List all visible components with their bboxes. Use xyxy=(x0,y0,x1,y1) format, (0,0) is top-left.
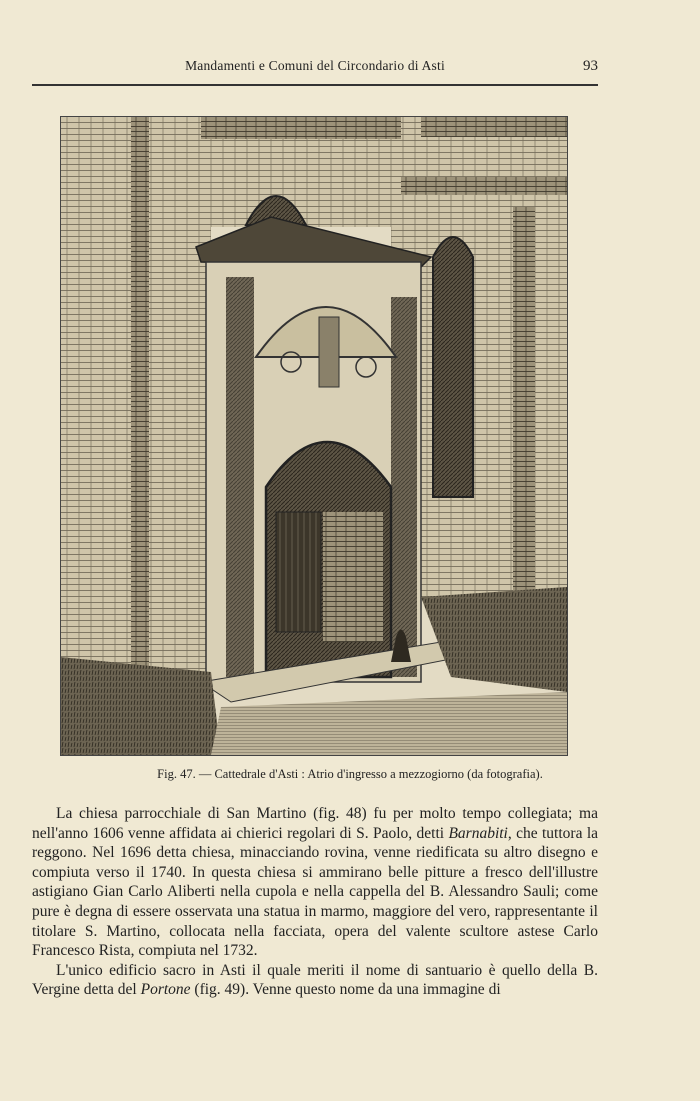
running-header-title: Mandamenti e Comuni del Circondario di Asti xyxy=(185,58,445,73)
paragraph-2 xyxy=(32,961,598,1000)
paragraph-2-italic: Portone xyxy=(140,981,191,999)
paragraph-1-part2: , che tuttora la reggono. Nel 1696 detta chiesa, minacciando rovina, venne riedificata su altro disegno e compiuta verso il 1740. In questa chiesa si ammirano belle pitture a fresco dell'illustre astigiano Gian Carlo Aliberti nella cupola e nella cappella del B. Alessandro Sauli; come pure è degna di essere osservata una statua in marmo, maggiore del vero, rappresentante il titolare S. Martino, collocata nella facciata, opera del valente scultore astese Carlo Francesco Rista, compiuta nel 1732. xyxy=(32,824,599,960)
paragraph-1-italic: Barnabiti xyxy=(448,824,508,842)
cathedral-porch-engraving xyxy=(61,117,567,755)
page-number: 93 xyxy=(583,58,598,74)
figure-illustration xyxy=(60,116,568,756)
body-text xyxy=(32,804,598,1000)
paragraph-1 xyxy=(32,804,598,961)
paragraph-2-part1: L'unico edificio sacro in Asti il quale meriti il nome di santuario è quello della B. Vergine detta del xyxy=(32,961,598,999)
paragraph-1-part1: La chiesa parrocchiale di San Martino (fig. 48) fu per molto tempo collegiata; ma nell'anno 1606 venne affidata ai chierici regolari di S. Paolo, detti xyxy=(32,805,598,842)
figure-caption: Fig. 47. — Cattedrale d'Asti : Atrio d'ingresso a mezzogiorno (da fotografia). xyxy=(157,767,543,781)
paragraph-2-part2: (fig. 49). Venne questo nome da una immagine di xyxy=(190,981,501,999)
header-rule xyxy=(32,84,598,86)
